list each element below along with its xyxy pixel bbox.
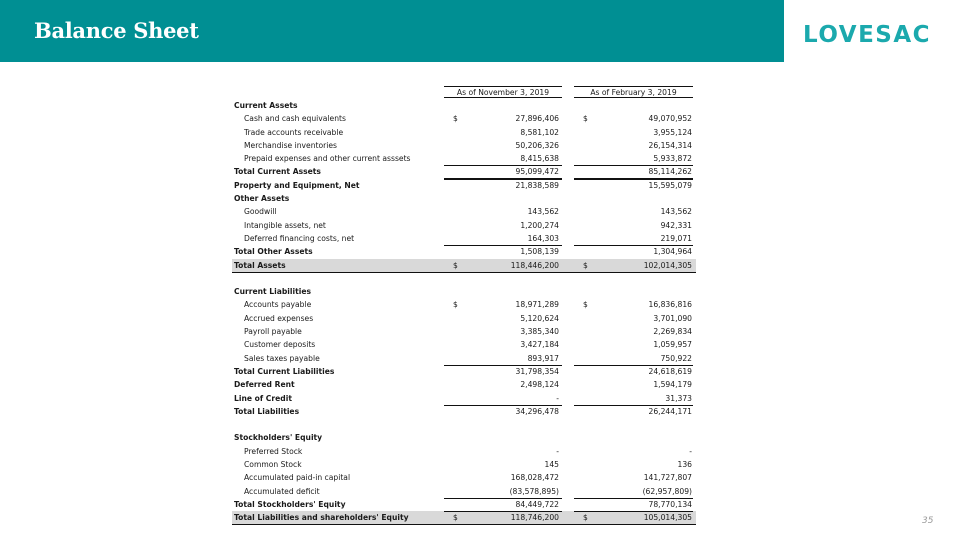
value-feb-2019: 49,070,952 <box>648 114 692 124</box>
value-nov-2019: 164,303 <box>527 233 559 243</box>
value-nov-2019: 1,508,139 <box>520 247 559 257</box>
row-label: Sales taxes payable <box>244 353 320 363</box>
value-feb-2019: 750,922 <box>660 353 692 363</box>
currency-symbol: $ <box>583 300 588 310</box>
table-row <box>232 219 696 232</box>
value-feb-2019: 15,595,079 <box>648 180 692 190</box>
currency-symbol: $ <box>583 260 588 270</box>
row-label: Total Liabilities and shareholders' Equity <box>234 513 409 523</box>
value-feb-2019: 3,955,124 <box>653 127 692 137</box>
value-feb-2019: 16,836,816 <box>648 300 692 310</box>
column-header-row <box>232 86 696 99</box>
row-label: Payroll payable <box>244 327 302 337</box>
row-label: Total Other Assets <box>234 247 313 257</box>
value-nov-2019: 34,296,478 <box>515 406 559 416</box>
row-label: Accumulated deficit <box>244 486 320 496</box>
balance-sheet-table <box>232 86 696 525</box>
currency-symbol: $ <box>583 513 588 523</box>
table-row <box>232 431 696 444</box>
row-label: Total Current Liabilities <box>234 366 335 376</box>
row-label: Property and Equipment, Net <box>234 180 360 190</box>
value-nov-2019: - <box>556 393 559 403</box>
table-row <box>232 112 696 125</box>
row-label: Prepaid expenses and other current asssets <box>244 154 411 164</box>
row-label: Total Assets <box>234 260 286 270</box>
value-nov-2019: 893,917 <box>527 353 559 363</box>
value-nov-2019: 50,206,326 <box>515 140 559 150</box>
value-nov-2019: 118,446,200 <box>510 260 559 270</box>
table-row <box>232 352 696 365</box>
table-row <box>232 285 696 298</box>
row-label: Intangible assets, net <box>244 220 326 230</box>
row-label: Customer deposits <box>244 340 316 350</box>
table-row <box>232 405 696 418</box>
spacer-row <box>232 418 696 431</box>
spacer-row <box>232 272 696 285</box>
row-label: Accounts payable <box>244 300 312 310</box>
value-nov-2019: 21,838,589 <box>515 180 559 190</box>
value-nov-2019: 168,028,472 <box>510 473 559 483</box>
value-feb-2019: 219,071 <box>660 233 692 243</box>
table-row <box>232 99 696 112</box>
row-label: Total Liabilities <box>234 406 300 416</box>
value-nov-2019: 2,498,124 <box>520 380 559 390</box>
row-label: Cash and cash equivalents <box>244 114 346 124</box>
row-label: Current Assets <box>234 101 298 110</box>
value-nov-2019: 18,971,289 <box>515 300 559 310</box>
row-shading <box>232 259 696 272</box>
table-body <box>232 99 696 525</box>
row-label: Stockholders' Equity <box>234 433 323 443</box>
value-feb-2019: 24,618,619 <box>648 366 692 376</box>
table-row <box>232 365 696 378</box>
table-row <box>232 152 696 165</box>
table-row <box>232 498 696 511</box>
value-nov-2019: 95,099,472 <box>515 167 559 177</box>
currency-symbol: $ <box>453 300 458 310</box>
column-header-nov-2019: As of November 3, 2019 <box>444 86 562 98</box>
value-feb-2019: 85,114,262 <box>648 167 692 177</box>
value-nov-2019: 3,385,340 <box>520 327 559 337</box>
table-row <box>232 325 696 338</box>
value-nov-2019: 27,896,406 <box>515 114 559 124</box>
value-feb-2019: 141,727,807 <box>643 473 692 483</box>
row-label: Other Assets <box>234 194 290 204</box>
table-row <box>232 139 696 152</box>
value-feb-2019: 1,594,179 <box>653 380 692 390</box>
currency-symbol: $ <box>453 260 458 270</box>
row-label: Current Liabilities <box>234 287 312 297</box>
value-feb-2019: 136 <box>677 460 692 470</box>
row-label: Total Current Assets <box>234 167 321 177</box>
value-feb-2019: - <box>689 446 692 456</box>
value-nov-2019: 118,746,200 <box>510 513 559 523</box>
table-row <box>232 511 696 524</box>
table-row <box>232 471 696 484</box>
value-nov-2019: 5,120,624 <box>520 313 559 323</box>
row-label: Merchandise inventories <box>244 140 337 150</box>
value-nov-2019: 1,200,274 <box>520 220 559 230</box>
table-row <box>232 312 696 325</box>
table-row <box>232 165 696 178</box>
value-feb-2019: 26,154,314 <box>648 140 692 150</box>
value-nov-2019: 143,562 <box>527 207 559 217</box>
value-feb-2019: 3,701,090 <box>653 313 692 323</box>
row-label: Common Stock <box>244 460 302 470</box>
page-title: Balance Sheet <box>34 18 199 43</box>
value-feb-2019: 105,014,305 <box>643 513 692 523</box>
column-header-feb-2019: As of February 3, 2019 <box>574 86 693 98</box>
page-number: 35 <box>922 516 934 526</box>
row-label: Trade accounts receivable <box>244 127 344 137</box>
table-row <box>232 192 696 205</box>
value-feb-2019: 26,244,171 <box>648 406 692 416</box>
table-row <box>232 232 696 245</box>
row-label: Line of Credit <box>234 393 292 403</box>
row-label: Accumulated paid-in capital <box>244 473 351 483</box>
value-feb-2019: 1,059,957 <box>653 340 692 350</box>
table-row <box>232 205 696 218</box>
value-nov-2019: 145 <box>544 460 559 470</box>
value-feb-2019: 5,933,872 <box>653 154 692 164</box>
value-nov-2019: 84,449,722 <box>515 499 559 509</box>
currency-symbol: $ <box>453 114 458 124</box>
row-label: Goodwill <box>244 207 277 217</box>
lovesac-logo: LOVESAC <box>803 22 932 48</box>
table-row <box>232 485 696 498</box>
value-feb-2019: 31,373 <box>665 393 692 403</box>
table-row <box>232 458 696 471</box>
table-row <box>232 179 696 192</box>
value-nov-2019: 8,581,102 <box>520 127 559 137</box>
value-nov-2019: 3,427,184 <box>520 340 559 350</box>
row-label: Accrued expenses <box>244 313 314 323</box>
row-label: Deferred Rent <box>234 380 295 390</box>
value-feb-2019: 102,014,305 <box>643 260 692 270</box>
value-feb-2019: 2,269,834 <box>653 327 692 337</box>
table-row <box>232 378 696 391</box>
table-row <box>232 126 696 139</box>
value-nov-2019: 31,798,354 <box>515 366 559 376</box>
value-nov-2019: 8,415,638 <box>520 154 559 164</box>
table-row <box>232 445 696 458</box>
value-nov-2019: - <box>556 446 559 456</box>
currency-symbol: $ <box>453 513 458 523</box>
currency-symbol: $ <box>583 114 588 124</box>
table-row <box>232 245 696 258</box>
table-row <box>232 298 696 311</box>
value-feb-2019: 78,770,134 <box>648 499 692 509</box>
table-row <box>232 259 696 272</box>
row-label: Total Stockholders' Equity <box>234 499 346 509</box>
table-row <box>232 392 696 405</box>
table-row <box>232 338 696 351</box>
value-feb-2019: (62,957,809) <box>642 486 692 496</box>
row-label: Preferred Stock <box>244 446 303 456</box>
value-feb-2019: 942,331 <box>660 220 692 230</box>
row-label: Deferred financing costs, net <box>244 233 355 243</box>
value-feb-2019: 143,562 <box>660 207 692 217</box>
value-nov-2019: (83,578,895) <box>509 486 559 496</box>
value-feb-2019: 1,304,964 <box>653 247 692 257</box>
